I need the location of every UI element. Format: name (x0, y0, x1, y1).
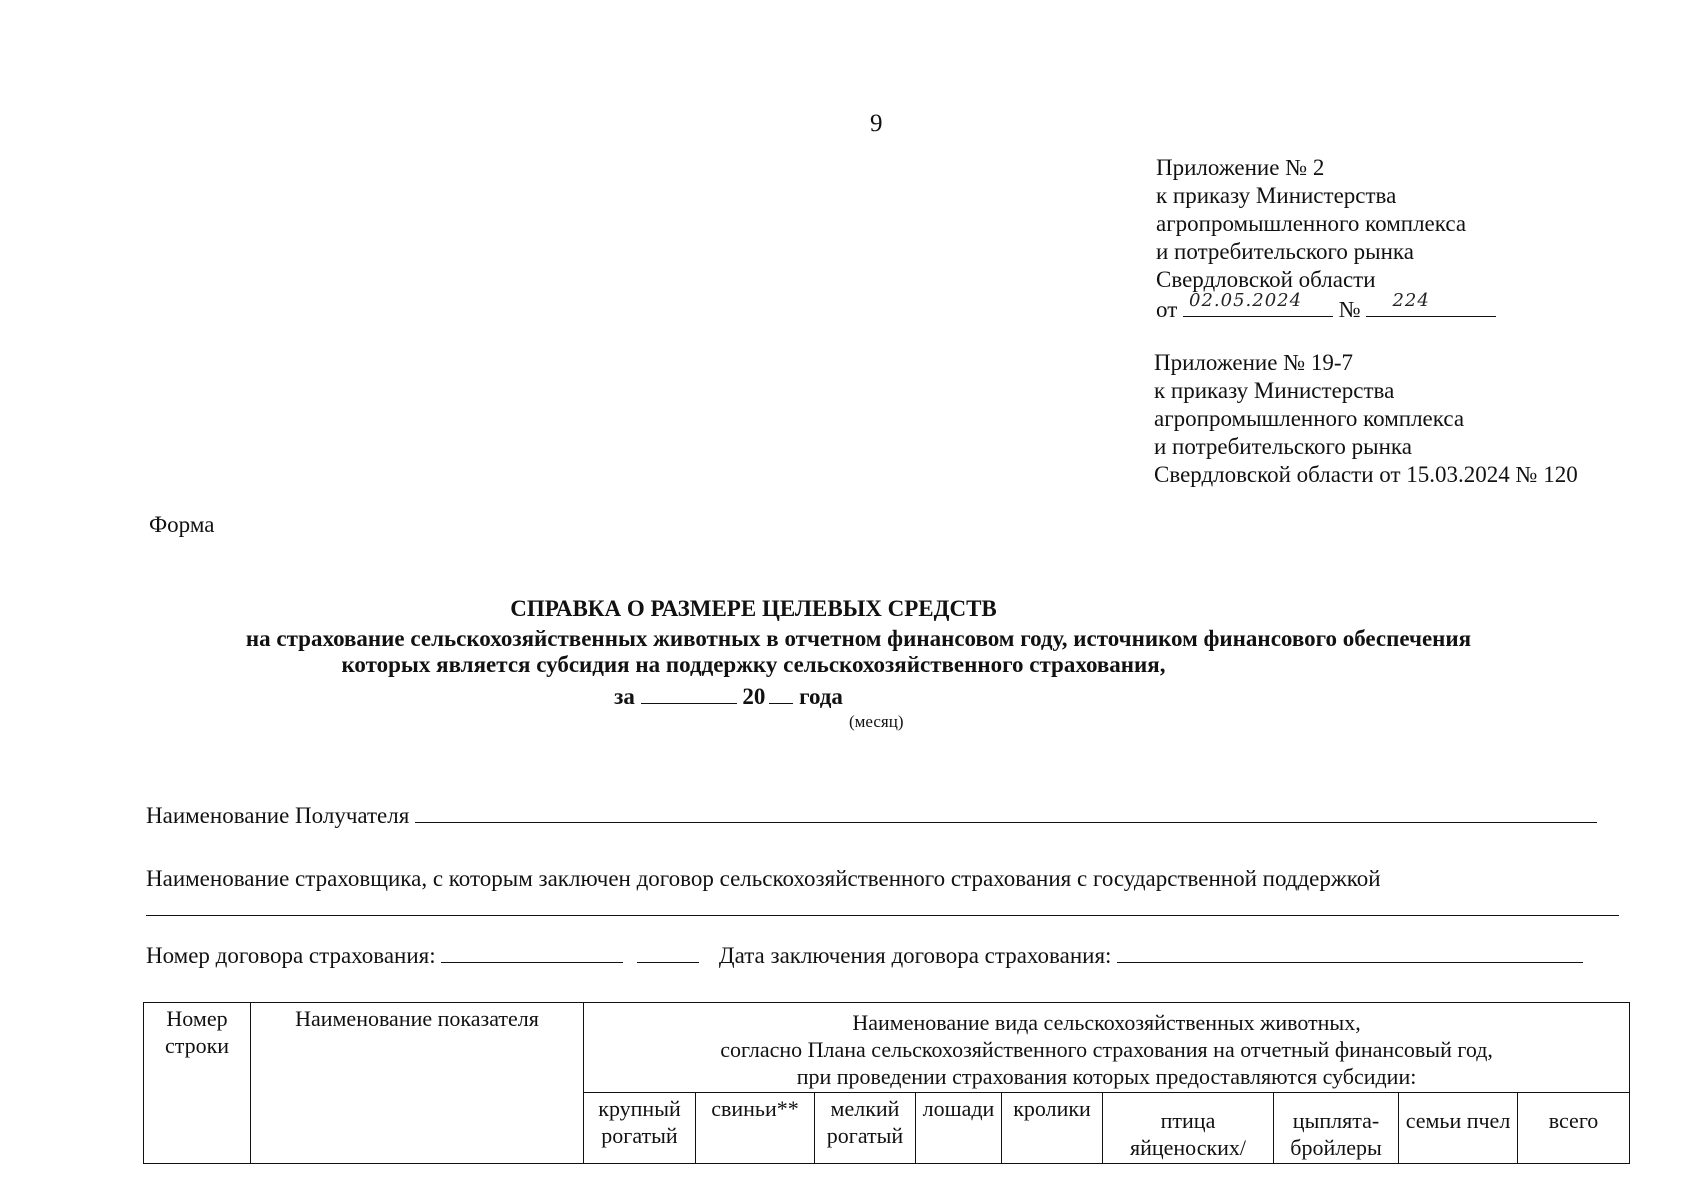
subheader-cell: мелкий рогатый (815, 1093, 916, 1164)
recipient-field (146, 802, 1597, 829)
month-blank[interactable] (641, 683, 737, 704)
appendix-2-line: агропромышленного комплекса (1156, 211, 1467, 236)
subheader-cell: крупный рогатый (584, 1093, 696, 1164)
header-group-line: Наименование вида сельскохозяйственных животных, (852, 1010, 1361, 1035)
page-number: 9 (870, 110, 883, 137)
from-label: от (1156, 297, 1178, 322)
header-indicator: Наименование показателя (251, 1003, 584, 1164)
appendix-2-line: Свердловской области (1156, 267, 1376, 292)
subheader-cell: лошади (916, 1093, 1002, 1164)
subheader-cell: кролики (1002, 1093, 1103, 1164)
date-blank (1183, 290, 1333, 317)
handwritten-number: 224 (1392, 290, 1430, 311)
handwritten-date: 02.05.2024 (1189, 290, 1303, 311)
table-header-row (144, 1003, 1630, 1093)
appendix-2-block (1156, 154, 1496, 324)
subheader-cell: семьи пчел (1399, 1093, 1518, 1164)
header-animal-types (584, 1003, 1630, 1093)
subheader-cell: цыплята-бройлеры (1274, 1093, 1399, 1164)
appendix-2-date-line (1156, 290, 1496, 324)
appendix-19-7-line: к приказу Министерства (1154, 378, 1395, 403)
appendix-19-7-line: Приложение № 19-7 (1154, 350, 1354, 375)
contract-field (146, 942, 1583, 969)
header-row-number: Номер строки (144, 1003, 251, 1164)
contract-number-label: Номер договора страхования: (146, 943, 436, 968)
period-suffix: года (799, 684, 843, 709)
appendix-19-7-line: и потребительского рынка (1154, 434, 1412, 459)
insurer-label: Наименование страховщика, с которым заключен договор сельскохозяйственного страхования с государственной поддержкой (146, 866, 1381, 891)
appendix-19-7-block (1154, 349, 1578, 489)
insurer-input-line[interactable] (146, 895, 1619, 916)
period-prefix: за (614, 684, 635, 709)
subheader-cell: всего (1518, 1093, 1630, 1164)
recipient-input-line[interactable] (415, 802, 1597, 823)
title-period-line (0, 683, 1577, 710)
recipient-label: Наименование Получателя (146, 803, 410, 828)
no-label: № (1338, 297, 1361, 322)
title-subline-1: на страхование сельскохозяйственных животных в отчетном финансовом году, источником финансового обеспечения (245, 626, 1472, 651)
form-label: Форма (149, 512, 215, 537)
subheader-cell: свиньи** (696, 1093, 815, 1164)
header-group-line: при проведении страхования которых предоставляются субсидии: (796, 1064, 1417, 1089)
period-year-prefix: 20 (742, 684, 766, 709)
month-hint: (месяц) (849, 712, 904, 731)
appendix-2-line: Приложение № 2 (1156, 155, 1325, 180)
appendix-19-7-line: агропромышленного комплекса (1154, 406, 1465, 431)
header-group-line: согласно Плана сельскохозяйственного страхования на отчетный финансовый год, (720, 1037, 1493, 1062)
contract-date-label: Дата заключения договора страхования: (718, 943, 1112, 968)
appendix-2-line: к приказу Министерства (1156, 183, 1397, 208)
appendix-2-line: и потребительского рынка (1156, 239, 1414, 264)
contract-date-input-line[interactable] (1117, 942, 1583, 963)
contract-number-input-line[interactable] (441, 942, 623, 963)
contract-number-suffix-line[interactable] (637, 942, 699, 963)
subheader-cell: птица яйценоских/ (1103, 1093, 1274, 1164)
title-main: СПРАВКА О РАЗМЕРЕ ЦЕЛЕВЫХ СРЕДСТВ (510, 596, 997, 621)
subsidy-table (143, 1002, 1630, 1164)
appendix-19-7-line: Свердловской области от 15.03.2024 № 120 (1154, 462, 1578, 487)
number-blank (1366, 290, 1496, 317)
title-subline-2: которых является субсидия на поддержку сельскохозяйственного страхования, (341, 652, 1166, 677)
year-blank[interactable] (769, 683, 793, 704)
